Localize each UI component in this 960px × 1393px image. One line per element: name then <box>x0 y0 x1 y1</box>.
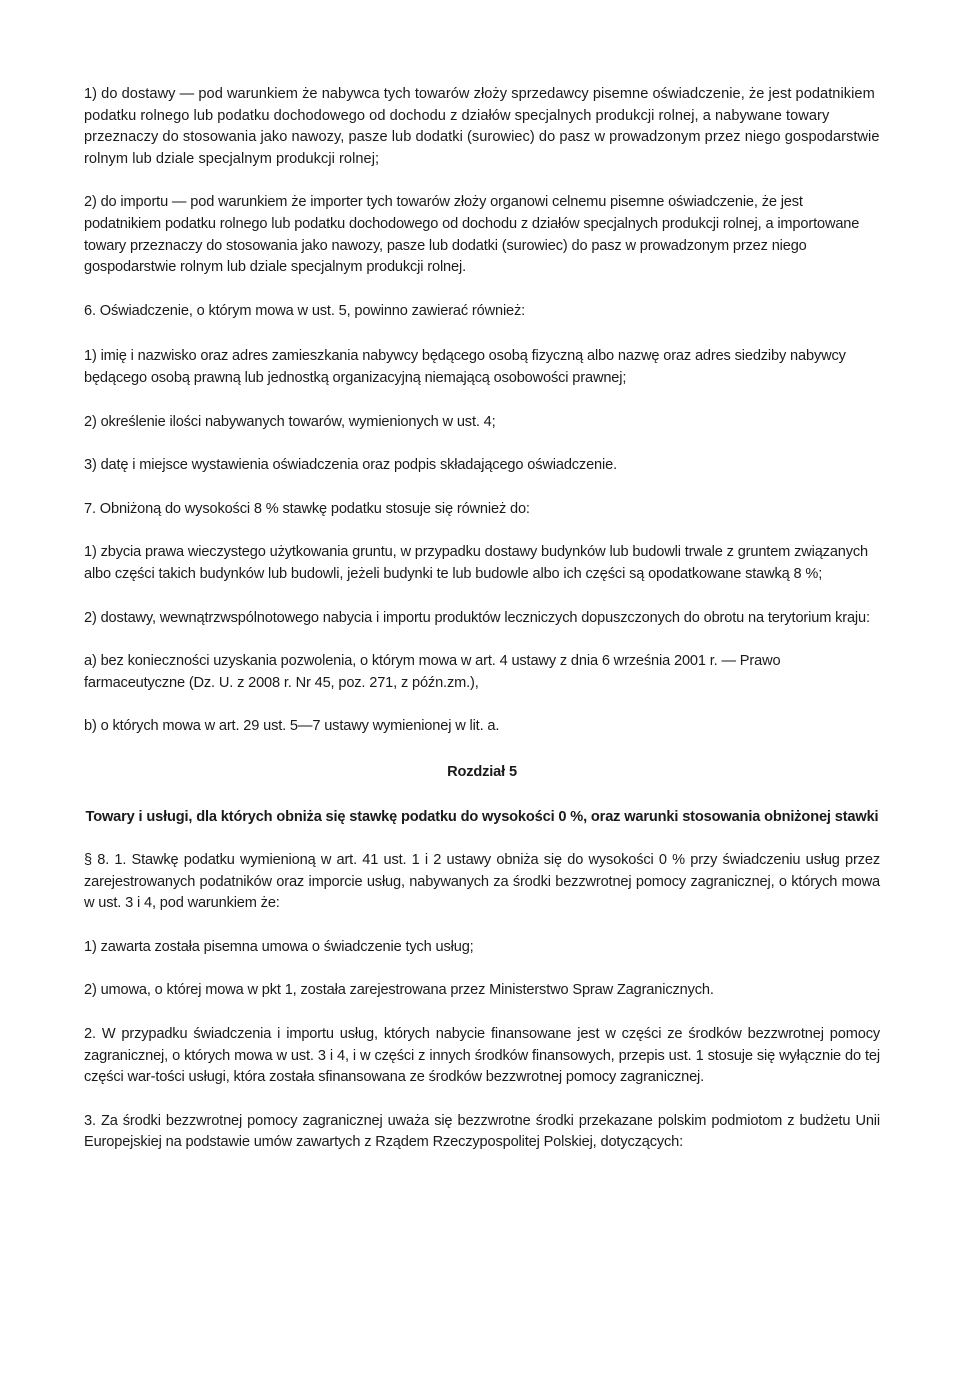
paragraph-import-condition: 2) do importu — pod warunkiem że importer tych towarów złoży organowi celnemu pisemne oświadczenie, że jest podatnikiem podatku rolnego lub podatku dochodowego od dochodu z działów specjalnych produkcji rolnej, a importowane towary przeznaczy do stosowania jako nawozy, pasze lub dodatki (surowiec) do pasz w prowadzonym przez niego gospodarstwie rolnym lub dziale specjalnym produkcji rolnej. <box>84 194 860 276</box>
paragraph-contract-registered: 2) umowa, o której mowa w pkt 1, została zarejestrowana przez Ministerstwo Spraw Zagranicznych. <box>84 982 714 999</box>
document-page <box>84 84 880 1154</box>
paragraph-written-contract: 1) zawarta została pisemna umowa o świadczenie tych usług; <box>84 938 474 955</box>
paragraph-land-usufruct: 1) zbycia prawa wieczystego użytkowania gruntu, w przypadku dostawy budynków lub budowli trwale z gruntem związanych albo części takich budynków lub budowli, jeżeli budynki te lub budowle albo ich części są opodatkowane stawką 8 %; <box>84 544 869 582</box>
paragraph-medicinal-products: 2) dostawy, wewnątrzwspólnotowego nabycia i importu produktów leczniczych dopuszczonych do obrotu na terytorium kraju: <box>84 609 870 626</box>
paragraph-section-8-1: § 8. 1. Stawkę podatku wymienioną w art. 41 ust. 1 i 2 ustawy obniża się do wysokości 0 % przy świadczeniu usług przez zarejestrowanych podatników oraz imporcie usług, nabywanych za środki bezzwrotnej pomocy zagranicznej, o których mowa w ust. 3 i 4, pod warunkiem że: <box>84 852 880 912</box>
paragraph-section-8-3: 3. Za środki bezzwrotnej pomocy zagranicznej uważa się bezzwrotne środki przekazane polskim podmiotom z budżetu Unii Europejskiej na podstawie umów zawartych z Rządem Rzeczypospolitej Polskiej, dotyczących: <box>84 1112 880 1151</box>
paragraph-declaration-heading: 6. Oświadczenie, o którym mowa w ust. 5, powinno zawierać również: <box>84 302 526 319</box>
paragraph-goods-quantity: 2) określenie ilości nabywanych towarów, wymienionych w ust. 4; <box>84 413 496 430</box>
paragraph-reduced-rate-heading: 7. Obniżoną do wysokości 8 % stawkę podatku stosuje się również do: <box>84 500 530 517</box>
paragraph-date-place: 3) datę i miejsce wystawienia oświadczenia oraz podpis składającego oświadczenie. <box>84 457 617 474</box>
chapter-subtitle: Towary i usługi, dla których obniża się stawkę podatku do wysokości 0 %, oraz warunki stosowania obniżonej stawki <box>85 809 879 826</box>
paragraph-section-8-2: 2. W przypadku świadczenia i importu usług, których nabycie finansowane jest w części ze środków bezzwrotnej pomocy zagranicznej, o których mowa w ust. 3 i 4, i w części z innych środków finansowych, przepis ust. 1 stosuje się wyłącznie do tej części war-tości usługi, która została sfinansowana ze środków bezzwrotnej pomocy zagranicznej. <box>84 1026 880 1086</box>
chapter-title: Rozdział 5 <box>447 763 517 780</box>
paragraph-pharma-law: a) bez konieczności uzyskania pozwolenia, o którym mowa w art. 4 ustawy z dnia 6 września 2001 r. — Prawo farmaceutyczne (Dz. U. z 2008 r. Nr 45, poz. 271, z późn.zm.), <box>84 653 781 691</box>
paragraph-delivery-condition: 1) do dostawy — pod warunkiem że nabywca tych towarów złoży sprzedawcy pisemne oświadczenie, że jest podatnikiem podatku rolnego lub podatku dochodowego od dochodu z działów specjalnych produkcji rolnej, a nabywane towary przeznaczy do stosowania jako nawozy, pasze lub dodatki (surowiec) do pasz w prowadzonym przez niego gospodarstwie rolnym lub dziale specjalnym produkcji rolnej; <box>84 86 880 167</box>
paragraph-art-29: b) o których mowa w art. 29 ust. 5—7 ustawy wymienionej w lit. a. <box>84 718 500 735</box>
paragraph-buyer-details: 1) imię i nazwisko oraz adres zamieszkania nabywcy będącego osobą fizyczną albo nazwę oraz adres siedziby nabywcy będącego osobą prawną lub jednostką organizacyjną niemającą osobowości prawnej; <box>84 348 846 386</box>
